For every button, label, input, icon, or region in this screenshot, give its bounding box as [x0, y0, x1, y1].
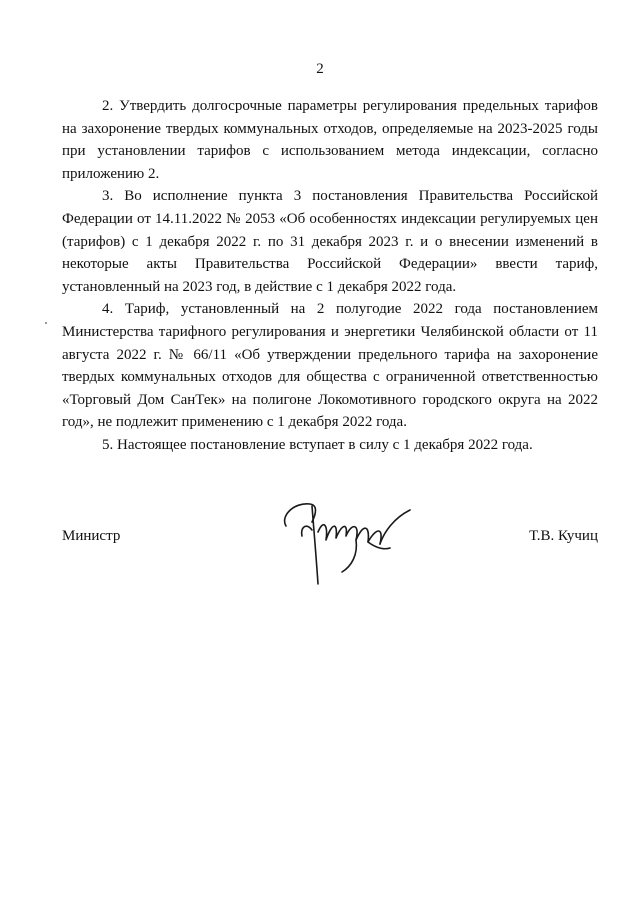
paragraph-4: 4. Тариф, установленный на 2 полугодие 2022 года постановлением Министерства тарифного регулирования и энергетики Челябинской области от 11 августа 2022 г. № 66/11 «Об утверждении предельного тарифа на захоронение твердых коммунальных отходов для общества с ограниченной ответственностью «Торговый Дом СанТек» на полигоне Локомотивного городского округа на 2022 год», не подлежит применению с 1 декабря 2022 года. [62, 301, 598, 431]
document-body [62, 95, 598, 457]
paragraph-5: 5. Настоящее постановление вступает в силу с 1 декабря 2022 года. [102, 436, 533, 453]
page-number: 2 [316, 61, 324, 77]
scan-speck [45, 322, 47, 324]
signer-title: Министр [62, 528, 121, 544]
signer-name: Т.В. Кучиц [529, 528, 598, 544]
handwritten-signature [272, 492, 422, 592]
paragraph-3: 3. Во исполнение пункта 3 постановления Правительства Российской Федерации от 14.11.2022 № 2053 «Об особенностях индексации регулируемых цен (тарифов) с 1 декабря 2022 г. по 31 декабря 2023 г. и о внесении изменений в некоторые акты Правительства Российской Федерации» ввести тариф, установленный на 2023 год, в действие с 1 декабря 2022 года. [62, 188, 598, 295]
paragraph-2: 2. Утвердить долгосрочные параметры регулирования предельных тарифов на захоронение твердых коммунальных отходов, определяемые на 2023-2025 годы при установлении тарифов с использованием метода индексации, согласно приложению 2. [62, 98, 598, 182]
